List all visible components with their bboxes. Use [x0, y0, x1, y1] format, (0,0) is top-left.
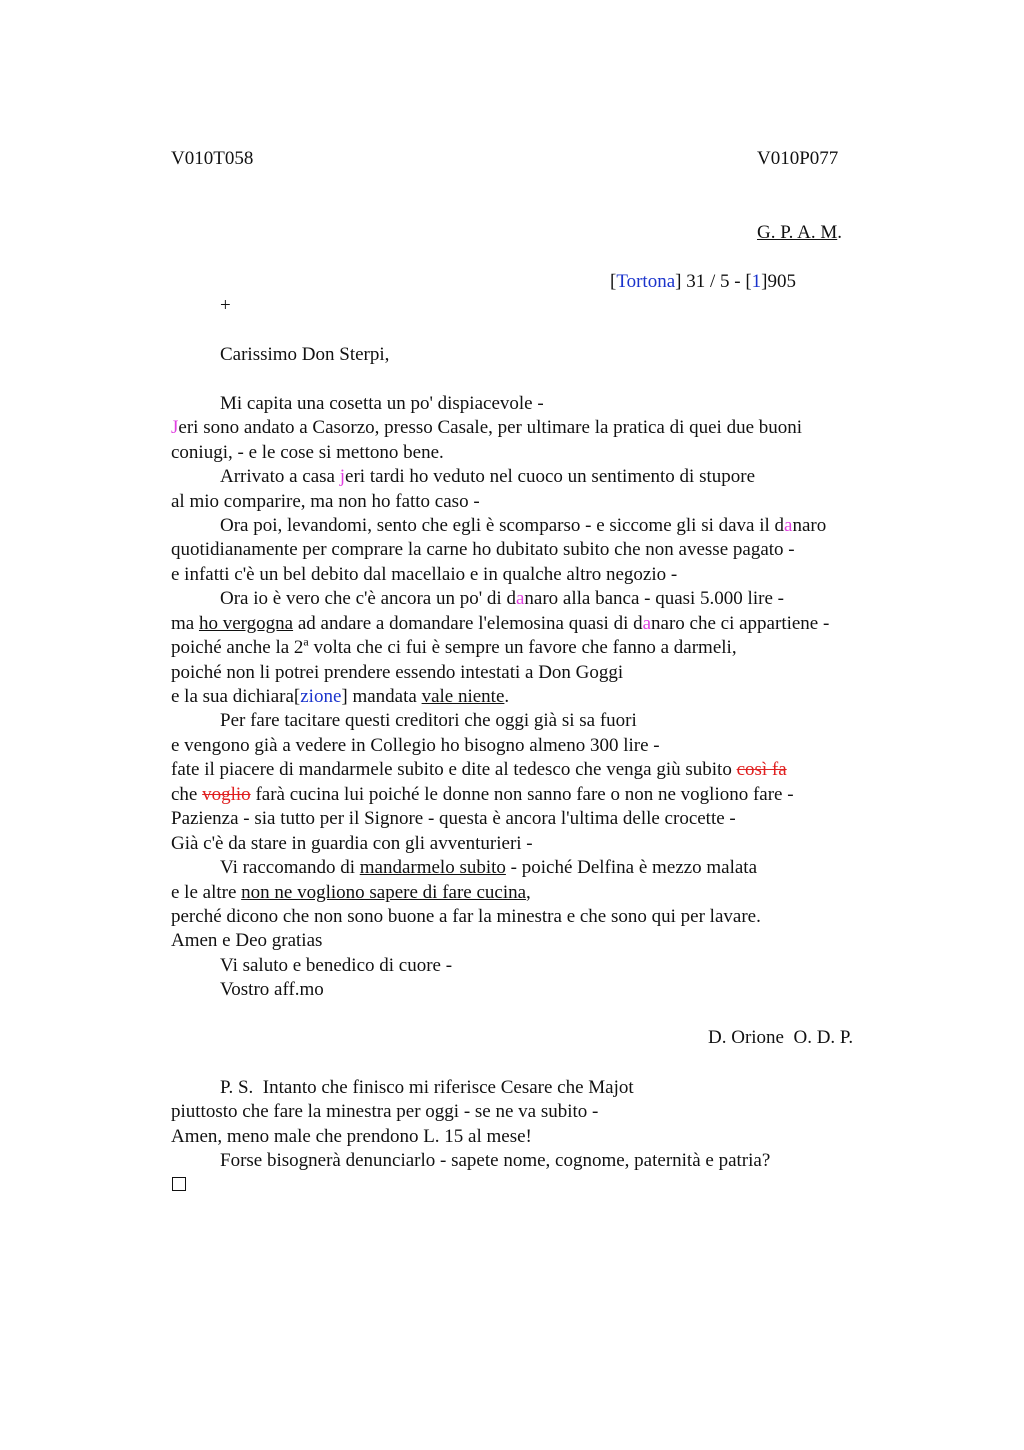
postscript-line: piuttosto che fare la minestra per oggi - se ne va subito -: [171, 1101, 599, 1122]
body-line: Già c'è da stare in guardia con gli avventurieri -: [171, 833, 533, 854]
date-place: Tortona: [616, 271, 676, 292]
body-line: ma ho vergogna ad andare a domandare l'elemosina quasi di danaro che ci appartiene -: [171, 613, 830, 634]
postscript-line: Amen, meno male che prendono L. 15 al mese!: [171, 1126, 532, 1147]
body-line: Ora io è vero che c'è ancora un po' di danaro alla banca - quasi 5.000 lire -: [220, 588, 784, 609]
body-line: poiché non li potrei prendere essendo intestati a Don Goggi: [171, 662, 624, 683]
document-code-right: V010P077: [757, 148, 839, 169]
body-line: quotidianamente per comprare la carne ho dubitato subito che non avesse pagato -: [171, 539, 795, 560]
body-line: e vengono già a vedere in Collegio ho bisogno almeno 300 lire -: [171, 735, 660, 756]
body-line: al mio comparire, ma non ho fatto caso -: [171, 491, 480, 512]
postscript-line: P. S. Intanto che finisco mi riferisce Cesare che Majot: [220, 1077, 634, 1098]
letterhead-initials: G. P. A. M.: [757, 222, 842, 243]
deleted-text: voglio: [202, 784, 251, 805]
body-line: Vi saluto e benedico di cuore -: [220, 955, 453, 976]
body-line: Arrivato a casa jeri tardi ho veduto nel cuoco un sentimento di stupore: [220, 466, 756, 487]
body-line: e le altre non ne vogliono sapere di fare cucina,: [171, 882, 531, 903]
body-line: Mi capita una cosetta un po' dispiacevole -: [220, 393, 544, 414]
body-line: e infatti c'è un bel debito dal macellaio e in qualche altro negozio -: [171, 564, 678, 585]
body-line: che voglio farà cucina lui poiché le donne non sanno fare o non ne vogliono fare -: [171, 784, 794, 805]
checkbox-icon: [172, 1177, 186, 1191]
body-line: poiché anche la 2$^a$ volta che ci fui è sempre un favore che fanno a darmeli,: [171, 634, 737, 658]
closing: Vostro aff.mo: [220, 979, 324, 1000]
body-line: fate il piacere di mandarmele subito e dite al tedesco che venga giù subito così fa: [171, 759, 787, 780]
body-line: Ora poi, levandomi, sento che egli è scomparso - e siccome gli si dava il danaro: [220, 515, 827, 536]
body-line: e la sua dichiara[zione] mandata vale niente.: [171, 686, 510, 707]
cross-mark: +: [220, 295, 231, 316]
body-line: perché dicono che non sono buone a far la minestra e che sono qui per lavare.: [171, 906, 761, 927]
postscript-line: Forse bisognerà denunciarlo - sapete nome, cognome, paternità e patria?: [220, 1150, 771, 1171]
body-line: Per fare tacitare questi creditori che oggi già si sa fuori: [220, 710, 637, 731]
body-line: Pazienza - sia tutto per il Signore - questa è ancora l'ultima delle crocette -: [171, 808, 736, 829]
body-line: coniugi, - e le cose si mettono bene.: [171, 442, 444, 463]
body-line: Vi raccomando di mandarmelo subito - poiché Delfina è mezzo malata: [220, 857, 757, 878]
body-line: Amen e Deo gratias: [171, 930, 323, 951]
deleted-text: così fa: [736, 759, 787, 780]
salutation: Carissimo Don Sterpi,: [220, 344, 390, 365]
signature: D. Orione O. D. P.: [708, 1027, 854, 1048]
letter-date: [Tortona] 31 / 5 - [1]905: [610, 271, 796, 292]
document-code-left: V010T058: [171, 148, 254, 169]
body-line: Jeri sono andato a Casorzo, presso Casale, per ultimare la pratica di quei due buoni: [171, 417, 803, 438]
